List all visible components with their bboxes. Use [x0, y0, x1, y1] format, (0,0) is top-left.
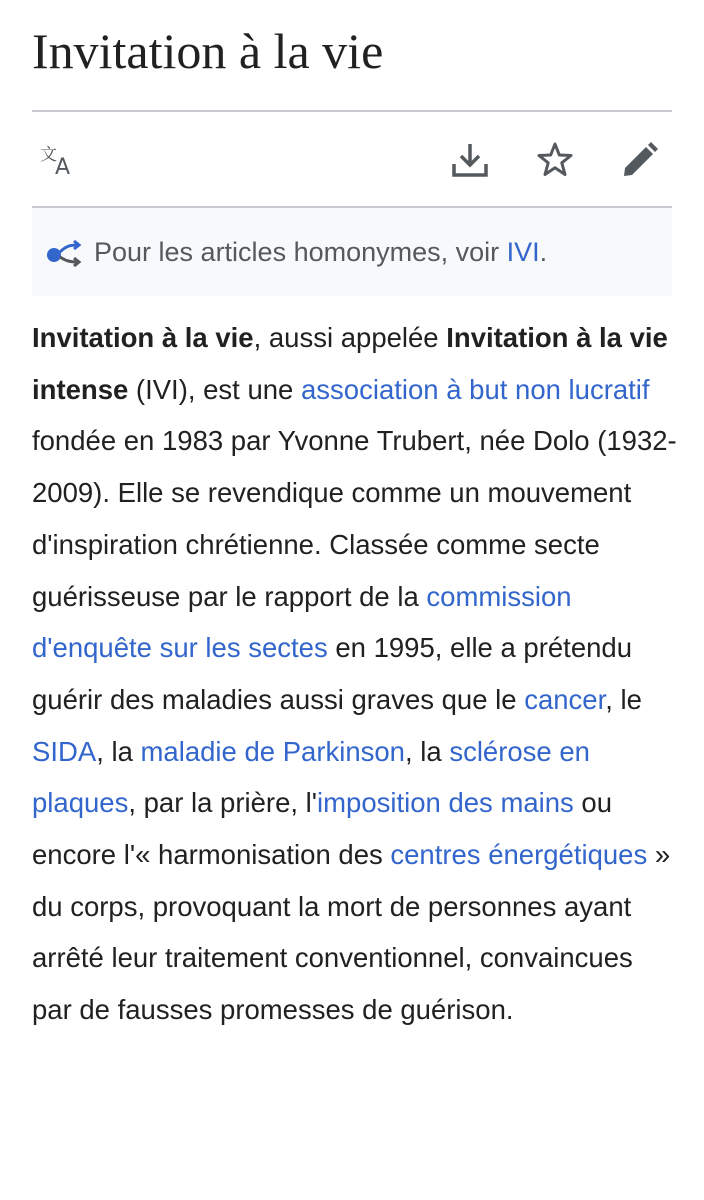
svg-text:文: 文 [40, 145, 57, 165]
link-parkinson[interactable]: maladie de Parkinson [140, 735, 405, 767]
text-run: (IVI), est une [128, 373, 301, 405]
hatnote [32, 208, 672, 296]
star-icon [535, 140, 575, 180]
watch-button[interactable] [535, 140, 575, 180]
text-run: , la [96, 735, 141, 767]
svg-text:A: A [55, 155, 71, 180]
page-actions-toolbar [32, 112, 672, 206]
hatnote-suffix: . [539, 236, 548, 267]
text-run: en 1995, elle a prétendu guérir des maladies aussi graves que le [32, 632, 632, 715]
hatnote-text [94, 237, 547, 268]
bold-title: Invitation à la vie [32, 322, 254, 353]
text-run: , le [605, 683, 642, 715]
text-run: , par la prière, l' [128, 787, 318, 819]
text-run: » du corps, provoquant la mort de personnes ayant arrêté leur traitement conventionnel, convaincues par de fausses promesses de guérison. [32, 839, 671, 1026]
language-button[interactable] [38, 140, 78, 180]
download-icon [450, 140, 490, 180]
text-run: , aussi appelée [253, 322, 447, 353]
disambiguation-icon [44, 237, 84, 267]
text-run: ou encore l'« harmonisation des [32, 787, 613, 871]
page-title: Invitation à la vie [32, 23, 384, 79]
language-icon [38, 140, 78, 180]
link-imposition[interactable]: imposition des mains [317, 787, 574, 819]
link-centres[interactable]: centres énergétiques [390, 839, 648, 871]
text-run: fondée en 1983 par Yvonne Trubert, née Dolo (1932-2009). Elle se revendique comme un mouvement d'inspiration chrétienne. Classée comme secte guérisseuse par le rapport de la [32, 425, 677, 612]
link-commission[interactable]: commission d'enquête sur les sectes [32, 580, 572, 664]
download-button[interactable] [450, 140, 490, 180]
text-run: , la [404, 735, 450, 767]
edit-button[interactable] [620, 140, 660, 180]
hatnote-prefix: Pour les articles homonymes, voir [94, 236, 507, 267]
lead-paragraph [32, 312, 680, 1036]
bold-alt-title: Invitation à la vie intense [32, 322, 668, 405]
link-cancer[interactable]: cancer [524, 683, 606, 715]
link-sclerose[interactable]: sclérose en plaques [32, 735, 590, 819]
link-association[interactable]: association à but non lucratif [301, 373, 650, 405]
link-sida[interactable]: SIDA [32, 735, 97, 767]
hatnote-link-ivi[interactable]: IVI [506, 236, 540, 267]
pencil-icon [620, 140, 660, 180]
